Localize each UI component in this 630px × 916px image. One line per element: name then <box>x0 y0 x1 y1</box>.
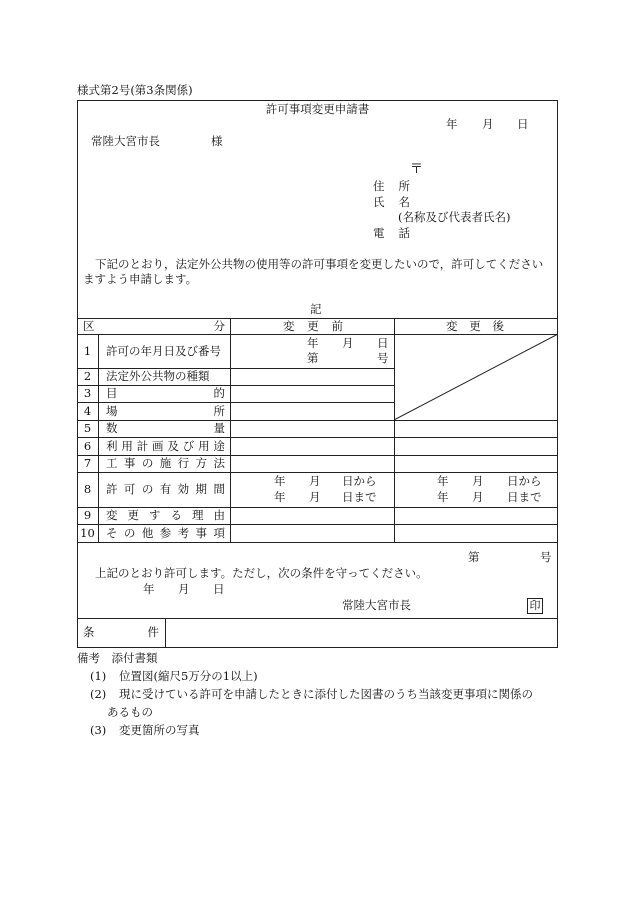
row-label: 変 更 す る 理 由 <box>106 508 225 522</box>
row-number: 10 <box>80 526 95 540</box>
row-line <box>77 437 558 438</box>
row-line <box>77 402 394 403</box>
body-text-line1: 下記のとおり，法定外公共物の使用等の許可事項を変更したいので，許可してください <box>95 257 544 271</box>
note-number: (2) <box>90 687 107 701</box>
addressee-name: 常陸大宮市長 <box>91 134 160 148</box>
notes-title: 備考 添付書類 <box>77 651 158 665</box>
row-number: 8 <box>83 482 92 496</box>
header-after: 変 更 後 <box>446 319 504 333</box>
header-before: 変 更 前 <box>283 319 343 333</box>
form-label: 様式第2号(第3条関係) <box>77 83 193 97</box>
table-bottom-line <box>77 542 558 543</box>
row-label: 数 量 <box>106 421 225 435</box>
col-line-no <box>98 334 99 542</box>
row-label: 目 的 <box>106 386 225 400</box>
row-number: 3 <box>83 386 92 400</box>
document-title: 許可事項変更申請書 <box>265 102 370 116</box>
row-label: 利 用 計 画 及 び 用 途 <box>106 439 225 453</box>
frame-top <box>77 100 558 101</box>
row-line <box>77 524 558 525</box>
row-number: 5 <box>83 421 92 435</box>
note-text-continued: あるもの <box>107 705 153 719</box>
row-number: 9 <box>83 508 92 522</box>
approval-text: 上記のとおり許可します。ただし，次の条件を守ってください。 <box>95 566 428 580</box>
body-text-line2: ますよう申請します。 <box>83 272 198 286</box>
note-text: 位置図(縮尺5万分の1以上) <box>119 669 258 683</box>
col-line-label <box>230 318 231 542</box>
seal-stamp: 印 <box>527 598 543 614</box>
conditions-divider <box>165 618 166 647</box>
frame-bottom <box>77 647 558 648</box>
postal-mark: 〒 <box>410 162 424 177</box>
row-number: 4 <box>83 404 92 418</box>
row-line <box>77 420 558 421</box>
name-label: 氏 名 <box>373 195 410 209</box>
note-number: (3) <box>90 723 107 737</box>
row-label: 法定外公共物の種類 <box>106 369 210 383</box>
row-line <box>77 472 558 473</box>
row-line <box>77 385 394 386</box>
row-number: 2 <box>83 369 92 383</box>
approval-mayor: 常陸大宮市長 <box>342 598 411 612</box>
row-label: 許可の年月日及び番号 <box>106 344 221 358</box>
addressee-honorific: 様 <box>211 134 223 148</box>
note-text: 現に受けている許可を申請したときに添付した図書のうち当該変更事項に関係の <box>119 687 533 701</box>
row-label: 工 事 の 施 行 方 法 <box>106 456 225 470</box>
diagonal-strike <box>394 334 558 420</box>
address-label: 住 所 <box>373 179 410 193</box>
row-number: 7 <box>83 456 92 470</box>
phone-label: 電 話 <box>373 226 410 240</box>
ki-label: 記 <box>310 302 322 316</box>
row-label: そ の 他 参 考 事 項 <box>106 526 225 540</box>
note-number: (1) <box>90 669 107 683</box>
note-text: 変更箇所の写真 <box>119 723 200 737</box>
row-number: 1 <box>83 344 92 358</box>
conditions-top-line <box>77 618 558 619</box>
conditions-label: 条 件 <box>83 625 159 639</box>
row-label: 場 所 <box>106 404 225 418</box>
name-note: (名称及び代表者氏名) <box>398 210 511 224</box>
row-number: 6 <box>83 439 92 453</box>
row-label: 許 可 の 有 効 期 間 <box>106 482 225 496</box>
header-kubun: 区 分 <box>83 319 225 333</box>
